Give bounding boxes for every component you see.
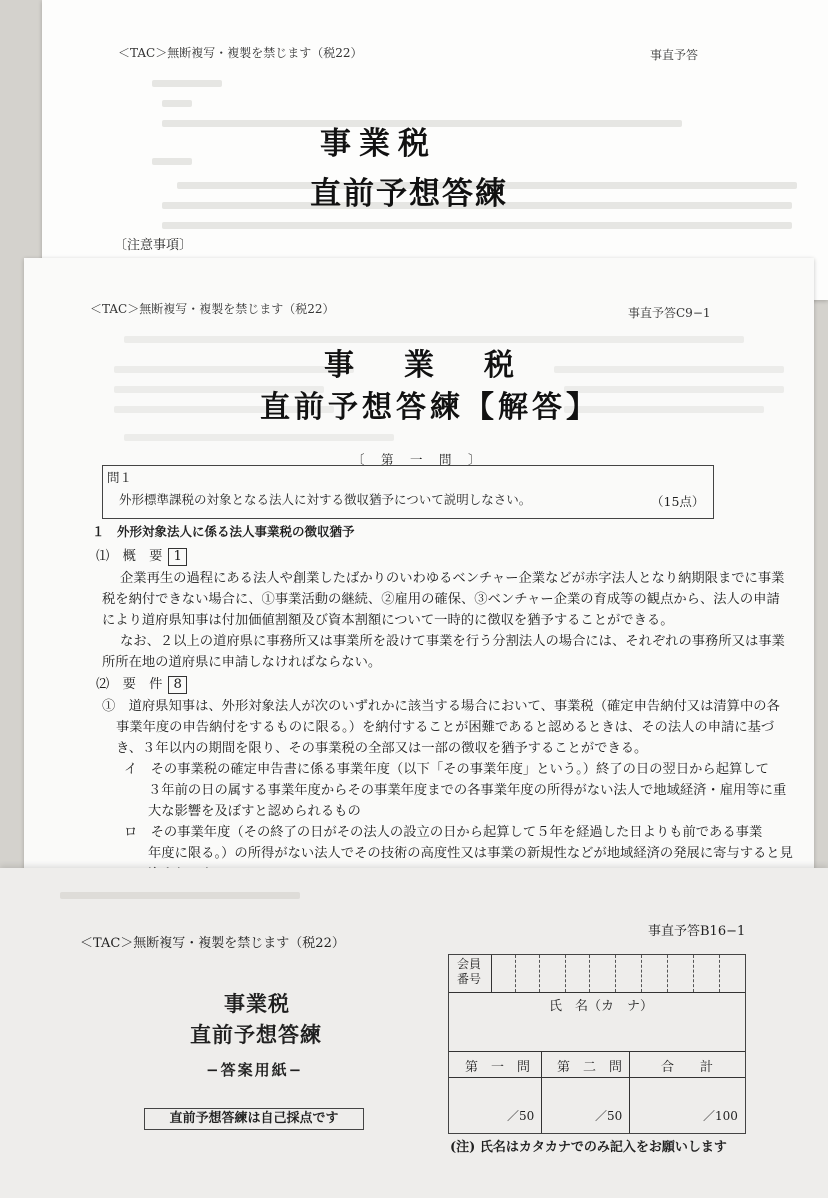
- digit-separator: [615, 955, 616, 992]
- title-line2: 直前予想答練: [310, 176, 508, 212]
- score-box: 8: [168, 676, 186, 694]
- copyright-header: ＜TAC＞無断複写・複製を禁じます（税22）: [90, 302, 335, 316]
- notice-heading: 〔注意事項〕: [114, 238, 193, 253]
- answer-sheet-middle: [24, 258, 814, 898]
- title-line1: 事業税: [320, 126, 437, 162]
- question-box: [102, 465, 714, 519]
- answer-grid: [448, 954, 746, 1134]
- grid-divider: [541, 1051, 542, 1133]
- grid-divider: [491, 955, 492, 992]
- show-through-text: [60, 892, 300, 899]
- paragraph-line: ３年前の日の属する事業年度からその事業年度までの各事業年度の所得がない法人で地域経済・雇用等に重: [148, 783, 787, 798]
- subsection-overview: [96, 546, 187, 567]
- title-line2: 直前予想答練【解答】: [260, 390, 600, 425]
- digit-separator: [693, 955, 694, 992]
- subsection-label: ⑵ 要 件: [96, 677, 163, 692]
- question-points: （15点）: [651, 494, 705, 509]
- answer-form-sheet: [0, 868, 828, 1198]
- column-header: 第 二 問: [557, 1060, 623, 1075]
- question-text: 外形標準課税の対象となる法人に対する徴収猶予について説明しなさい。: [119, 492, 532, 507]
- paragraph-line: 所所在地の道府県に申請しなければならない。: [102, 655, 382, 670]
- form-title-line2: 直前予想答練: [190, 1022, 322, 1047]
- show-through-text: [152, 158, 192, 165]
- member-label: 会員 番号: [457, 957, 482, 986]
- max-score: ／50: [595, 1109, 623, 1123]
- paragraph-line: 税を納付できない場合に、①事業活動の継続、②雇用の確保、③ベンチャー企業の育成等の観点から、法人の申請: [102, 592, 780, 607]
- subsection-requirements: [96, 674, 187, 695]
- digit-separator: [641, 955, 642, 992]
- question-label: 問１: [107, 470, 133, 485]
- show-through-text: [114, 366, 354, 373]
- digit-separator: [539, 955, 540, 992]
- paragraph-line: 大な影響を及ぼすと認められるもの: [148, 804, 361, 819]
- max-score: ／100: [703, 1109, 738, 1123]
- digit-separator: [719, 955, 720, 992]
- column-header: 合 計: [661, 1060, 714, 1075]
- copyright-header: ＜TAC＞無断複写・複製を禁じます（税22）: [80, 936, 345, 951]
- paragraph-line: イ その事業税の確定申告書に係る事業年度（以下「その事業年度」という。）終了の日の翌日から起算して: [124, 762, 769, 777]
- show-through-text: [152, 80, 222, 87]
- grid-divider: [629, 1051, 630, 1133]
- grid-divider: [449, 1077, 745, 1078]
- show-through-text: [162, 100, 192, 107]
- digit-separator: [667, 955, 668, 992]
- cover-sheet-top: [42, 0, 828, 300]
- title-line1: 事 業 税: [324, 348, 524, 383]
- self-grading-box: 直前予想答練は自己採点です: [144, 1108, 364, 1130]
- paragraph-line: 年度に限る。）の所得がない法人でその技術の高度性又は事業の新規性などが地域経済の発展に寄与すると見: [148, 846, 793, 861]
- copyright-header: ＜TAC＞無断複写・複製を禁じます（税22）: [118, 46, 363, 60]
- show-through-text: [554, 366, 784, 373]
- paragraph-line: ロ その事業年度（その終了の日がその法人の設立の日から起算して５年を経過した日よりも前である事業: [124, 825, 763, 840]
- digit-separator: [515, 955, 516, 992]
- form-note: (注) 氏名はカタカナでのみ記入をお願いします: [450, 1140, 727, 1155]
- section-label: 〔 第 一 問 〕: [352, 452, 483, 467]
- digit-separator: [589, 955, 590, 992]
- column-header: 第 一 問: [465, 1060, 531, 1075]
- form-subtitle: −答案用紙−: [206, 1061, 304, 1079]
- show-through-text: [162, 222, 792, 229]
- paragraph-line: 企業再生の過程にある法人や創業したばかりのいわゆるベンチャー企業などが赤字法人となり納期限までに事業: [120, 571, 785, 586]
- paragraph-line: 事業年度の申告納付をするものに限る。）を納付することが困難であると認めるときは、その法人の申請に基づ: [116, 720, 775, 735]
- paragraph-line: き、３年以内の期間を限り、その事業税の全部又は一部の徴収を猶予することができる。: [116, 741, 648, 756]
- digit-separator: [565, 955, 566, 992]
- score-box: 1: [168, 548, 186, 566]
- form-title-line1: 事業税: [224, 991, 290, 1016]
- answer-heading: １ 外形対象法人に係る法人事業税の徴収猶予: [92, 524, 355, 539]
- grid-divider: [449, 1051, 745, 1052]
- document-code: 事直予答B16−1: [648, 924, 746, 939]
- paragraph-line: ① 道府県知事は、外形対象法人が次のいずれかに該当する場合において、事業税（確定申告納付又は清算中の各: [102, 699, 780, 714]
- document-code: 事直予答C9−1: [628, 306, 711, 320]
- show-through-text: [124, 434, 394, 441]
- document-code: 事直予答: [650, 48, 699, 62]
- subsection-label: ⑴ 概 要: [96, 549, 163, 564]
- name-label: 氏 名（カ ナ）: [549, 999, 654, 1014]
- paragraph-line: により道府県知事は付加価値割額及び資本割額について一時的に徴収を猶予することができる。: [102, 613, 674, 628]
- paragraph-line: なお、２以上の道府県に事務所又は事業所を設けて事業を行う分割法人の場合には、それぞれの事務所又は事業: [120, 634, 785, 649]
- grid-divider: [449, 992, 745, 993]
- max-score: ／50: [507, 1109, 535, 1123]
